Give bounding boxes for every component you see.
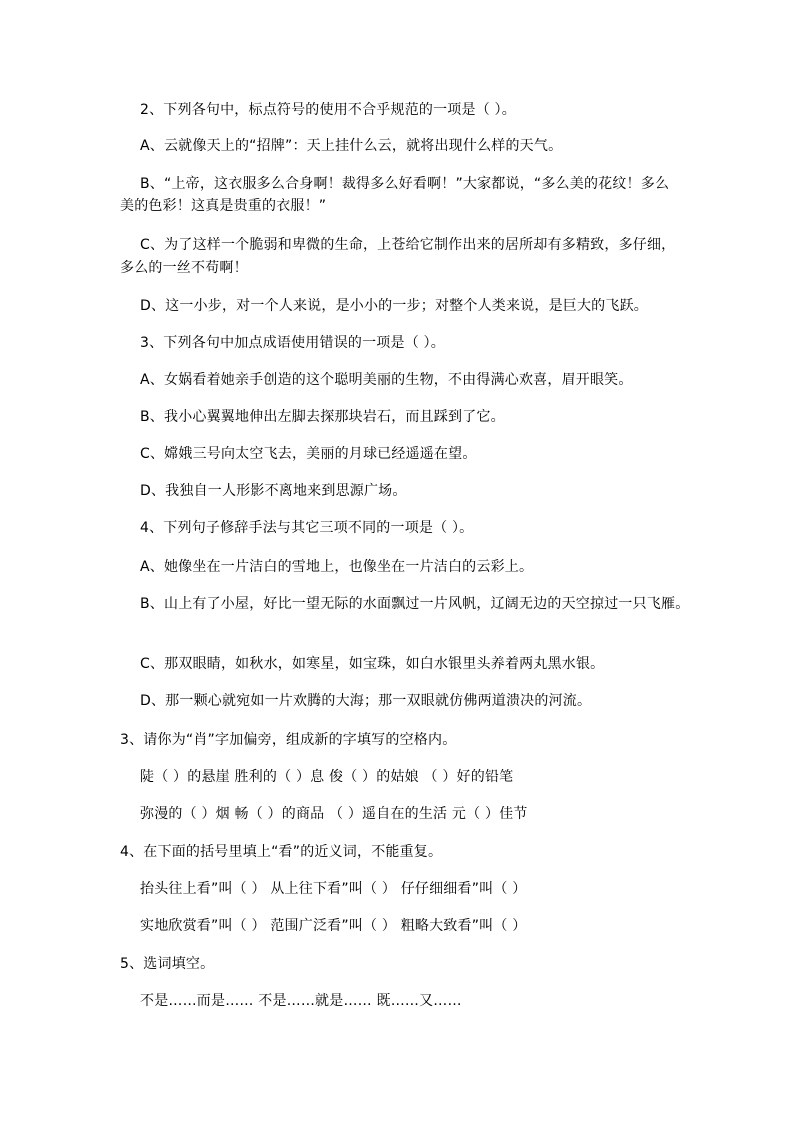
- question-4-option-b: B、山上有了小屋，好比一望无际的水面飘过一片风帆，辽阔无边的天空掠过一只飞雁。: [140, 596, 690, 612]
- question-2-stem: 2、下列各句中，标点符号的使用不合乎规范的一项是（ ）。: [140, 102, 516, 118]
- section-3-row-2: 弥漫的（ ）烟 畅（ ）的商品 （ ）遥自在的生活 元（ ）佳节: [140, 806, 528, 822]
- section-4-row-1: 抬头往上看”叫（ ） 从上往下看”叫（ ） 仔仔细细看”叫（ ）: [140, 881, 527, 897]
- section-3-title: 3、请你为“肖”字加偏旁，组成新的字填写的空格内。: [120, 732, 457, 748]
- question-2-option-d: D、这一小步，对一个人来说，是小小的一步；对整个人类来说，是巨大的飞跃。: [140, 298, 648, 314]
- question-4-option-d: D、那一颗心就宛如一片欢腾的大海；那一双眼就仿佛两道溃决的河流。: [140, 693, 592, 709]
- question-2-option-c: C、为了这样一个脆弱和卑微的生命，上苍给它制作出来的居所却有多精致，多仔细，: [140, 237, 676, 253]
- question-3-stem: 3、下列各句中加点成语使用错误的一项是（ ）。: [140, 335, 445, 351]
- question-2-option-c-cont: 多么的一丝不苟啊！: [120, 260, 248, 276]
- section-5-title: 5、选词填空。: [120, 956, 215, 972]
- question-3-option-b: B、我小心翼翼地伸出左脚去探那块岩石，而且踩到了它。: [140, 409, 505, 425]
- section-3-row-1: 陡（ ）的悬崖 胜利的（ ）息 俊（ ）的姑娘 （ ）好的铅笔: [140, 769, 514, 785]
- section-4-row-2: 实地欣赏看”叫（ ） 范围广泛看”叫（ ） 粗略大致看”叫（ ）: [140, 918, 527, 934]
- question-4-stem: 4、下列句子修辞手法与其它三项不同的一项是（ ）。: [140, 520, 474, 536]
- section-5-word-options: 不是……而是…… 不是……就是…… 既……又……: [140, 993, 462, 1009]
- question-2-option-b: B、“上帝，这衣服多么合身啊！裁得多么好看啊！”大家都说，“多么美的花纹！多么: [140, 176, 670, 192]
- question-2-option-b-cont: 美的色彩！这真是贵重的衣服！”: [120, 198, 327, 214]
- question-4-option-a: A、她像坐在一片洁白的雪地上，也像坐在一片洁白的云彩上。: [140, 559, 534, 575]
- question-2-option-a: A、云就像天上的“招牌”：天上挂什么云，就将出现什么样的天气。: [140, 138, 563, 154]
- question-3-option-d: D、我独自一人形影不离地来到思源广场。: [140, 483, 407, 499]
- question-3-option-a: A、女娲看着她亲手创造的这个聪明美丽的生物，不由得满心欢喜，眉开眼笑。: [140, 372, 633, 388]
- question-4-option-c: C、那双眼睛，如秋水，如寒星，如宝珠，如白水银里头养着两丸黑水银。: [140, 656, 605, 672]
- section-4-title: 4、在下面的括号里填上“看”的近义词，不能重复。: [120, 844, 443, 860]
- question-3-option-c: C、嫦娥三号向太空飞去，美丽的月球已经遥遥在望。: [140, 446, 477, 462]
